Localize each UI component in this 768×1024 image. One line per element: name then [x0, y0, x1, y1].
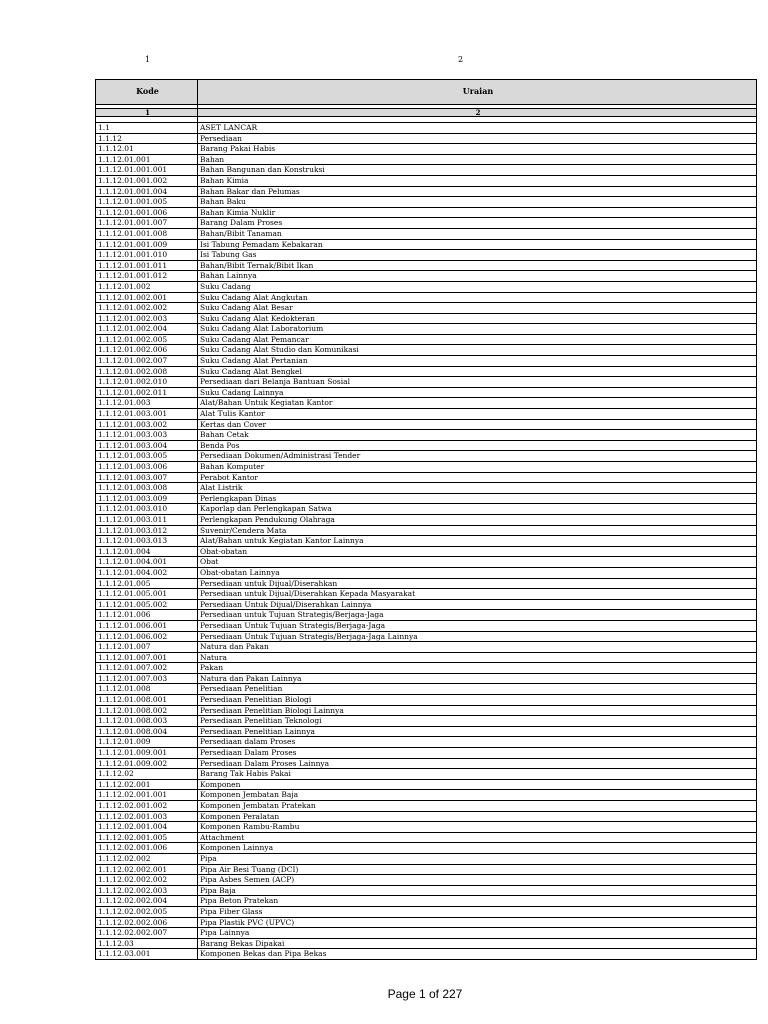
kode-cell: 1.1.12.01.001.004	[96, 186, 198, 197]
kode-cell: 1.1.12.01.001.005	[96, 197, 198, 208]
kode-cell: 1.1.12.01.003.004	[96, 440, 198, 451]
kode-cell: 1.1.12.01.003.013	[96, 536, 198, 547]
uraian-cell: Perabot Kantor	[198, 472, 757, 483]
table-row	[96, 451, 757, 462]
kode-cell: 1.1.12.02.002.007	[96, 928, 198, 939]
kode-cell: 1.1.12.01.004.001	[96, 557, 198, 568]
page-number: Page 1 of 227	[387, 987, 463, 1001]
uraian-cell: ASET LANCAR	[198, 123, 757, 134]
table-row	[96, 207, 757, 218]
uraian-cell: Benda Pos	[198, 440, 757, 451]
uraian-cell: Bahan Komputer	[198, 462, 757, 473]
uraian-cell: Pipa Fiber Glass	[198, 906, 757, 917]
table-row	[96, 610, 757, 621]
table-row	[96, 303, 757, 314]
uraian-cell: Bahan/Bibit Ternak/Bibit Ikan	[198, 260, 757, 271]
kode-cell: 1.1.12.01.003.008	[96, 483, 198, 494]
table-row	[96, 642, 757, 653]
uraian-cell: Alat/Bahan untuk Kegiatan Kantor Lainnya	[198, 536, 757, 547]
kode-cell: 1.1.12.01.002.008	[96, 366, 198, 377]
uraian-cell: Suku Cadang Alat Pertanian	[198, 356, 757, 367]
table-row	[96, 387, 757, 398]
uraian-cell: Suku Cadang	[198, 281, 757, 292]
kode-cell: 1.1.12.01.002	[96, 281, 198, 292]
uraian-cell: Suku Cadang Alat Kedokteran	[198, 313, 757, 324]
uraian-cell: Persediaan Untuk Dijual/Diserahkan Lainnya	[198, 599, 757, 610]
kode-cell: 1.1.12.01.003.005	[96, 451, 198, 462]
uraian-cell: Suku Cadang Lainnya	[198, 387, 757, 398]
kode-cell: 1.1.12.02.002.006	[96, 917, 198, 928]
kode-cell: 1.1.12.01.003	[96, 398, 198, 409]
table-row	[96, 334, 757, 345]
table-row	[96, 673, 757, 684]
table-row	[96, 313, 757, 324]
kode-cell: 1.1.12.01.002.011	[96, 387, 198, 398]
kode-cell: 1.1.12.01.002.007	[96, 356, 198, 367]
uraian-cell: Natura dan Pakan Lainnya	[198, 673, 757, 684]
table-row	[96, 218, 757, 229]
table-row	[96, 144, 757, 155]
table-row	[96, 377, 757, 388]
table-row	[96, 864, 757, 875]
kode-cell: 1.1.12.02.002.002	[96, 875, 198, 886]
kode-cell: 1.1.12.01.003.003	[96, 430, 198, 441]
uraian-cell: Persediaan Penelitian Biologi	[198, 695, 757, 706]
uraian-cell: Bahan Cetak	[198, 430, 757, 441]
uraian-cell: Persediaan Dalam Proses	[198, 748, 757, 759]
table-row	[96, 493, 757, 504]
uraian-cell: Suvenir/Cendera Mata	[198, 525, 757, 536]
uraian-cell: Pipa Baja	[198, 885, 757, 896]
table-row	[96, 419, 757, 430]
table-row	[96, 366, 757, 377]
uraian-cell: Persediaan Penelitian Lainnya	[198, 726, 757, 737]
kode-cell: 1.1.12.01.001.007	[96, 218, 198, 229]
uraian-cell: Suku Cadang Alat Pemancar	[198, 334, 757, 345]
uraian-cell: Persediaan Untuk Tujuan Strategis/Berjaga-Jaga Lainnya	[198, 631, 757, 642]
kode-cell: 1.1.12.01.003.010	[96, 504, 198, 515]
table-row	[96, 663, 757, 674]
table-row	[96, 843, 757, 854]
table-row	[96, 917, 757, 928]
kode-cell: 1.1.12.01.003.007	[96, 472, 198, 483]
kode-cell: 1.1.12.01.002.010	[96, 377, 198, 388]
kode-cell: 1.1.12.01.006.002	[96, 631, 198, 642]
table-row	[96, 790, 757, 801]
uraian-cell: Bahan/Bibit Tanaman	[198, 228, 757, 239]
uraian-cell: Isi Tabung Gas	[198, 250, 757, 261]
table-row	[96, 758, 757, 769]
table-row	[96, 440, 757, 451]
kode-cell: 1.1.12.01.005.001	[96, 589, 198, 600]
table-row	[96, 260, 757, 271]
table-row	[96, 250, 757, 261]
table-row	[96, 557, 757, 568]
uraian-cell: Persediaan untuk Tujuan Strategis/Berjaga-Jaga	[198, 610, 757, 621]
uraian-cell: Barang Tak Habis Pakai	[198, 769, 757, 780]
header-row	[96, 80, 757, 105]
kode-cell: 1.1.12.02.001	[96, 779, 198, 790]
table-row	[96, 228, 757, 239]
kode-cell: 1.1.12.02.002	[96, 853, 198, 864]
kode-cell: 1.1.12.01.002.003	[96, 313, 198, 324]
kode-cell: 1.1.12.02.001.005	[96, 832, 198, 843]
kode-cell: 1.1.12.02.002.004	[96, 896, 198, 907]
table-row	[96, 430, 757, 441]
uraian-cell: Komponen Lainnya	[198, 843, 757, 854]
uraian-cell: Suku Cadang Alat Bengkel	[198, 366, 757, 377]
uraian-cell: Persediaan untuk Dijual/Diserahkan	[198, 578, 757, 589]
table-row	[96, 652, 757, 663]
table-row	[96, 801, 757, 812]
kode-cell: 1.1.12.02.001.002	[96, 801, 198, 812]
uraian-cell: Persediaan Dokumen/Administrasi Tender	[198, 451, 757, 462]
table-row	[96, 885, 757, 896]
uraian-cell: Pipa Asbes Semen (ACP)	[198, 875, 757, 886]
kode-cell: 1.1.12.01.005.002	[96, 599, 198, 610]
table-row	[96, 811, 757, 822]
table-row	[96, 589, 757, 600]
uraian-cell: Barang Bekas Dipakai	[198, 938, 757, 949]
kode-cell: 1.1.12.01.001.006	[96, 207, 198, 218]
kode-cell: 1.1.12.01.003.001	[96, 409, 198, 420]
table-row	[96, 398, 757, 409]
uraian-cell: Attachment	[198, 832, 757, 843]
kode-cell: 1.1.12.02.002.005	[96, 906, 198, 917]
kode-cell: 1.1.12.01.008.004	[96, 726, 198, 737]
kode-cell: 1.1.12.01.004.002	[96, 567, 198, 578]
uraian-cell: Kaporlap dan Perlengkapan Satwa	[198, 504, 757, 515]
table-row	[96, 578, 757, 589]
uraian-cell: Perlengkapan Pendukung Olahraga	[198, 514, 757, 525]
uraian-cell: Persediaan Penelitian Biologi Lainnya	[198, 705, 757, 716]
table-row	[96, 123, 757, 134]
kode-cell: 1.1.12.01.007.003	[96, 673, 198, 684]
uraian-cell: Komponen Jembatan Baja	[198, 790, 757, 801]
table-row	[96, 345, 757, 356]
table-row	[96, 504, 757, 515]
kode-cell: 1.1.12.01.006.001	[96, 620, 198, 631]
kode-cell: 1.1.12.01.002.005	[96, 334, 198, 345]
kode-cell: 1.1.12.01.008.001	[96, 695, 198, 706]
table-row	[96, 356, 757, 367]
kode-cell: 1.1.12.02.001.004	[96, 822, 198, 833]
column-number-row	[96, 109, 757, 117]
kode-number-cell: 1	[96, 109, 198, 117]
uraian-cell: Bahan Kimia Nuklir	[198, 207, 757, 218]
uraian-cell: Alat Listrik	[198, 483, 757, 494]
table-row	[96, 186, 757, 197]
uraian-cell: Bahan	[198, 154, 757, 165]
table-row	[96, 409, 757, 420]
uraian-cell: Pipa Air Besi Tuang (DCI)	[198, 864, 757, 875]
kode-cell: 1.1.12.03.001	[96, 949, 198, 960]
kode-cell: 1.1.12.01.001.011	[96, 260, 198, 271]
column-number-2: 2	[458, 55, 464, 64]
kode-cell: 1.1.12.01.001.012	[96, 271, 198, 282]
kode-cell: 1.1.12.01.008	[96, 684, 198, 695]
table-row	[96, 525, 757, 536]
table-row	[96, 599, 757, 610]
kode-cell: 1.1.12.01.007.001	[96, 652, 198, 663]
uraian-cell: Bahan Lainnya	[198, 271, 757, 282]
table-row	[96, 832, 757, 843]
column-number-1: 1	[145, 55, 151, 64]
table-row	[96, 726, 757, 737]
table-row	[96, 748, 757, 759]
uraian-cell: Persediaan Untuk Tujuan Strategis/Berjaga-Jaga	[198, 620, 757, 631]
uraian-header: Uraian	[198, 80, 757, 105]
kode-cell: 1.1.12.01.008.002	[96, 705, 198, 716]
table-row	[96, 779, 757, 790]
uraian-cell: Bahan Kimia	[198, 175, 757, 186]
table-row	[96, 197, 757, 208]
uraian-cell: Alat/Bahan Untuk Kegiatan Kantor	[198, 398, 757, 409]
uraian-number-cell: 2	[198, 109, 757, 117]
kode-cell: 1.1.12.03	[96, 938, 198, 949]
kode-cell: 1.1.12.01.007.002	[96, 663, 198, 674]
table-row	[96, 514, 757, 525]
kode-cell: 1.1.12.01.003.002	[96, 419, 198, 430]
uraian-cell: Persediaan Penelitian Teknologi	[198, 716, 757, 727]
uraian-cell: Suku Cadang Alat Laboratorium	[198, 324, 757, 335]
table-row	[96, 462, 757, 473]
uraian-cell: Persediaan untuk Dijual/Diserahkan Kepada Masyarakat	[198, 589, 757, 600]
table-row	[96, 938, 757, 949]
table-row	[96, 928, 757, 939]
table-row	[96, 695, 757, 706]
kode-cell: 1.1.12.02.001.003	[96, 811, 198, 822]
table-row	[96, 737, 757, 748]
uraian-cell: Persediaan	[198, 133, 757, 144]
table-row	[96, 546, 757, 557]
account-code-table	[95, 79, 757, 960]
table-row	[96, 271, 757, 282]
kode-cell: 1.1.12.02.002.003	[96, 885, 198, 896]
table-row	[96, 239, 757, 250]
uraian-cell: Bahan Bakar dan Pelumas	[198, 186, 757, 197]
uraian-cell: Pipa	[198, 853, 757, 864]
uraian-cell: Natura dan Pakan	[198, 642, 757, 653]
kode-cell: 1.1.12.01.007	[96, 642, 198, 653]
table-row	[96, 822, 757, 833]
kode-cell: 1.1.12.01.006	[96, 610, 198, 621]
uraian-cell: Pakan	[198, 663, 757, 674]
table-row	[96, 949, 757, 960]
uraian-cell: Bahan Bangunan dan Konstruksi	[198, 165, 757, 176]
uraian-cell: Pipa Beton Pratekan	[198, 896, 757, 907]
table-row	[96, 769, 757, 780]
uraian-cell: Komponen Peralatan	[198, 811, 757, 822]
kode-cell: 1.1.12.01.009.001	[96, 748, 198, 759]
uraian-cell: Komponen Rambu-Rambu	[198, 822, 757, 833]
table-row	[96, 631, 757, 642]
uraian-cell: Persediaan dalam Proses	[198, 737, 757, 748]
kode-cell: 1.1.12.01.002.004	[96, 324, 198, 335]
kode-cell: 1.1.12.01.003.006	[96, 462, 198, 473]
table-row	[96, 853, 757, 864]
uraian-cell: Komponen	[198, 779, 757, 790]
uraian-cell: Suku Cadang Alat Studio dan Komunikasi	[198, 345, 757, 356]
table-row	[96, 324, 757, 335]
uraian-cell: Bahan Baku	[198, 197, 757, 208]
table-row	[96, 292, 757, 303]
kode-cell: 1.1.12.01.003.011	[96, 514, 198, 525]
kode-cell: 1.1.12.01.005	[96, 578, 198, 589]
table-row	[96, 620, 757, 631]
uraian-cell: Komponen Jembatan Pratekan	[198, 801, 757, 812]
kode-cell: 1.1.12.02.001.006	[96, 843, 198, 854]
kode-cell: 1.1.12.01.003.009	[96, 493, 198, 504]
kode-cell: 1.1.12.01.001	[96, 154, 198, 165]
kode-cell: 1.1.12.01.001.008	[96, 228, 198, 239]
kode-cell: 1.1.12.01.001.002	[96, 175, 198, 186]
uraian-cell: Perlengkapan Dinas	[198, 493, 757, 504]
kode-cell: 1.1.12	[96, 133, 198, 144]
kode-cell: 1.1.12.01.001.010	[96, 250, 198, 261]
kode-cell: 1.1.12.01.003.012	[96, 525, 198, 536]
kode-header: Kode	[96, 80, 198, 105]
table-row	[96, 716, 757, 727]
uraian-cell: Natura	[198, 652, 757, 663]
table-row	[96, 896, 757, 907]
table-row	[96, 133, 757, 144]
table-row	[96, 154, 757, 165]
table-row	[96, 567, 757, 578]
uraian-cell: Kertas dan Cover	[198, 419, 757, 430]
uraian-cell: Persediaan Dalam Proses Lainnya	[198, 758, 757, 769]
kode-cell: 1.1.12.01.008.003	[96, 716, 198, 727]
kode-cell: 1.1.12.02.002.001	[96, 864, 198, 875]
uraian-cell: Suku Cadang Alat Besar	[198, 303, 757, 314]
kode-cell: 1.1.12.01.009.002	[96, 758, 198, 769]
kode-cell: 1.1.12.02	[96, 769, 198, 780]
kode-cell: 1.1.12.01.004	[96, 546, 198, 557]
kode-cell: 1.1.12.02.001.001	[96, 790, 198, 801]
table-row	[96, 705, 757, 716]
table-row	[96, 472, 757, 483]
table-row	[96, 483, 757, 494]
uraian-cell: Komponen Bekas dan Pipa Bekas	[198, 949, 757, 960]
table-row	[96, 281, 757, 292]
kode-cell: 1.1.12.01.002.002	[96, 303, 198, 314]
kode-cell: 1.1.12.01.001.009	[96, 239, 198, 250]
kode-cell: 1.1.12.01.001.001	[96, 165, 198, 176]
uraian-cell: Alat Tulis Kantor	[198, 409, 757, 420]
table-row	[96, 875, 757, 886]
uraian-cell: Persediaan dari Belanja Bantuan Sosial	[198, 377, 757, 388]
table-row	[96, 165, 757, 176]
uraian-cell: Obat-obatan	[198, 546, 757, 557]
kode-cell: 1.1.12.01.009	[96, 737, 198, 748]
table-row	[96, 906, 757, 917]
kode-cell: 1.1	[96, 123, 198, 134]
uraian-cell: Isi Tabung Pemadam Kebakaran	[198, 239, 757, 250]
kode-cell: 1.1.12.01.002.001	[96, 292, 198, 303]
kode-cell: 1.1.12.01.002.006	[96, 345, 198, 356]
table-row	[96, 175, 757, 186]
uraian-cell: Obat	[198, 557, 757, 568]
uraian-cell: Barang Dalam Proses	[198, 218, 757, 229]
uraian-cell: Suku Cadang Alat Angkutan	[198, 292, 757, 303]
table-row	[96, 684, 757, 695]
kode-cell: 1.1.12.01	[96, 144, 198, 155]
uraian-cell: Pipa Lainnya	[198, 928, 757, 939]
uraian-cell: Persediaan Penelitian	[198, 684, 757, 695]
uraian-cell: Barang Pakai Habis	[198, 144, 757, 155]
uraian-cell: Pipa Plastik PVC (UPVC)	[198, 917, 757, 928]
uraian-cell: Obat-obatan Lainnya	[198, 567, 757, 578]
table-row	[96, 536, 757, 547]
